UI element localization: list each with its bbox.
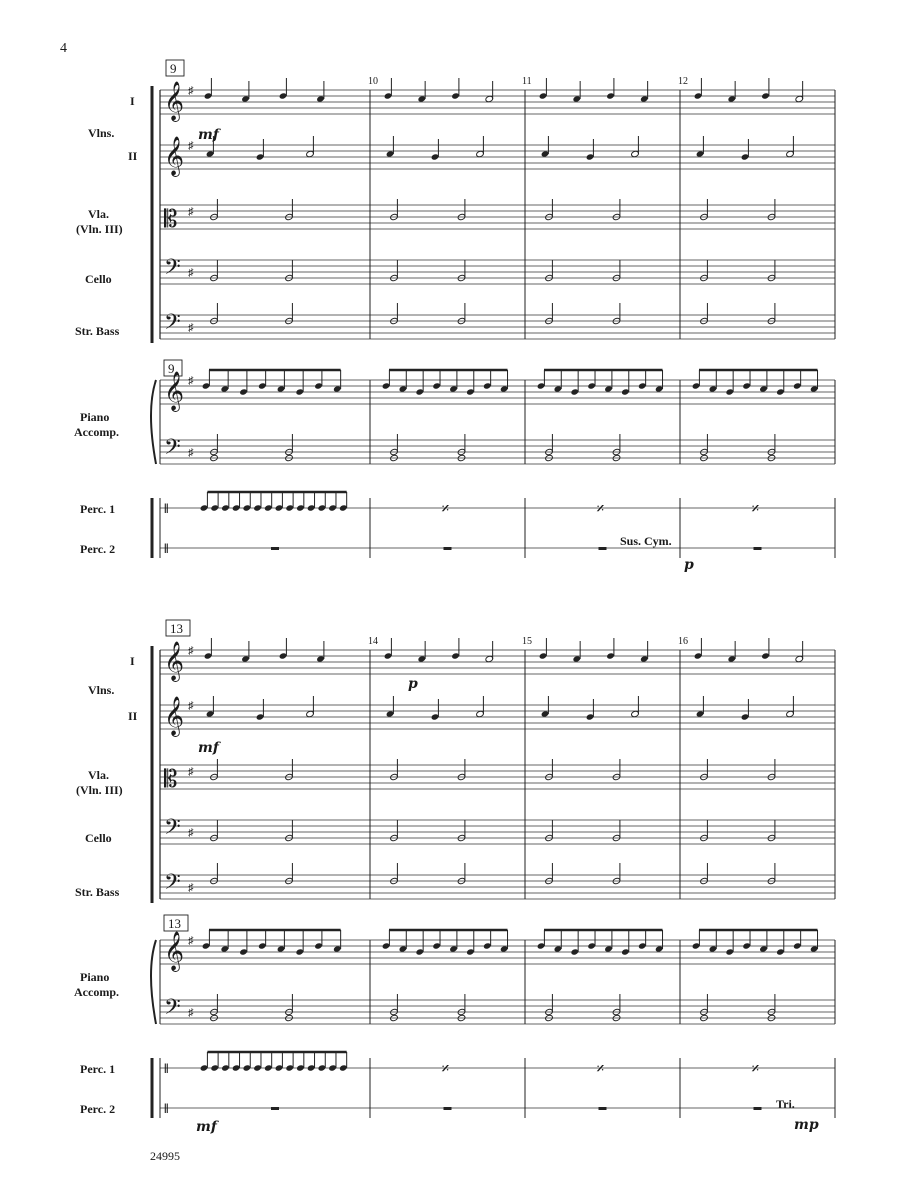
key-signature-sharp: ♯ — [188, 766, 194, 778]
percussion-clef: ‖ — [164, 502, 169, 517]
key-signature-sharp: ♯ — [188, 447, 194, 459]
instrument-label: Perc. 2 — [80, 1102, 116, 1116]
bass-clef: 𝄢 — [164, 815, 181, 844]
measure-repeat-sign: 𝄎 — [441, 1061, 450, 1078]
key-signature-sharp: ♯ — [188, 645, 194, 657]
treble-clef: 𝄞 — [164, 698, 185, 735]
bass-clef: 𝄢 — [164, 310, 181, 339]
bass-clef: 𝄢 — [164, 995, 181, 1024]
whole-rest — [444, 1107, 452, 1110]
instrument-label: Str. Bass — [75, 324, 120, 338]
bass-clef: 𝄢 — [164, 870, 181, 899]
instrument-label: (Vln. III) — [76, 783, 123, 797]
instrument-label: Perc. 1 — [80, 502, 116, 516]
dynamic-marking: mp — [794, 1117, 819, 1133]
key-signature-sharp: ♯ — [188, 700, 194, 712]
key-signature-sharp: ♯ — [188, 375, 194, 387]
staff-layer — [151, 78, 835, 1118]
key-signature-sharp: ♯ — [188, 1007, 194, 1019]
page-number: 4 — [60, 41, 67, 56]
key-signature-sharp: ♯ — [188, 882, 194, 894]
measure-repeat-sign: 𝄎 — [751, 501, 760, 518]
key-signature-sharp: ♯ — [188, 85, 194, 97]
catalog-number: 24995 — [150, 1149, 180, 1163]
instrument-label: Vlns. — [88, 683, 115, 697]
instrument-label: Accomp. — [74, 425, 119, 439]
whole-rest — [271, 1107, 279, 1110]
percussion-clef: ‖ — [164, 1062, 169, 1077]
instrument-label: Piano — [80, 410, 110, 424]
alto-clef: 𝄡 — [164, 207, 178, 233]
percussion-clef: ‖ — [164, 542, 169, 557]
measure-number: 12 — [678, 76, 688, 87]
bass-clef: 𝄢 — [164, 255, 181, 284]
instrument-label: Vlns. — [88, 126, 115, 140]
percussion-clef: ‖ — [164, 1102, 169, 1117]
whole-rest — [271, 547, 279, 550]
key-signature-sharp: ♯ — [188, 140, 194, 152]
key-signature-sharp: ♯ — [188, 206, 194, 218]
part-roman: I — [130, 654, 135, 668]
treble-clef: 𝄞 — [164, 643, 185, 680]
key-signature-sharp: ♯ — [188, 267, 194, 279]
key-signature-sharp: ♯ — [188, 935, 194, 947]
rehearsal-mark: 9 — [168, 361, 175, 376]
instrument-label: Perc. 2 — [80, 542, 116, 556]
whole-rest — [754, 1107, 762, 1110]
instrument-label: Cello — [85, 272, 112, 286]
rehearsal-mark: 13 — [170, 621, 183, 636]
part-roman: II — [128, 709, 138, 723]
piano-brace — [151, 380, 156, 464]
instrument-label: Piano — [80, 970, 110, 984]
measure-repeat-sign: 𝄎 — [441, 501, 450, 518]
dynamic-marking: p — [408, 676, 418, 692]
instrument-label: Accomp. — [74, 985, 119, 999]
bass-clef: 𝄢 — [164, 435, 181, 464]
whole-rest — [599, 547, 607, 550]
treble-clef: 𝄞 — [164, 933, 185, 970]
alto-clef: 𝄡 — [164, 767, 178, 793]
treble-clef: 𝄞 — [164, 83, 185, 120]
key-signature-sharp: ♯ — [188, 827, 194, 839]
measure-number: 10 — [368, 76, 378, 87]
dynamic-marking: p — [684, 557, 694, 573]
measure-repeat-sign: 𝄎 — [751, 1061, 760, 1078]
instrument-label: Cello — [85, 831, 112, 845]
rehearsal-mark: 13 — [168, 916, 181, 931]
key-signature-sharp: ♯ — [188, 322, 194, 334]
part-roman: II — [128, 149, 138, 163]
dynamic-marking: mf — [198, 740, 219, 756]
measure-repeat-sign: 𝄎 — [596, 1061, 605, 1078]
piano-brace — [151, 940, 156, 1024]
measure-number: 14 — [368, 636, 378, 647]
measure-number: 15 — [522, 636, 532, 647]
measure-number: 16 — [678, 636, 688, 647]
part-roman: I — [130, 94, 135, 108]
dynamic-marking: mf — [198, 127, 219, 143]
measure-number: 11 — [522, 76, 532, 87]
instrument-label: Vla. — [88, 207, 109, 221]
instrument-label: (Vln. III) — [76, 222, 123, 236]
annotation: Sus. Cym. — [620, 534, 672, 548]
treble-clef: 𝄞 — [164, 373, 185, 410]
dynamic-marking: mf — [196, 1119, 217, 1135]
measure-repeat-sign: 𝄎 — [596, 501, 605, 518]
instrument-label: Perc. 1 — [80, 1062, 116, 1076]
whole-rest — [444, 547, 452, 550]
instrument-label: Vla. — [88, 768, 109, 782]
whole-rest — [599, 1107, 607, 1110]
rehearsal-mark: 9 — [170, 61, 177, 76]
treble-clef: 𝄞 — [164, 138, 185, 175]
instrument-label: Str. Bass — [75, 885, 120, 899]
whole-rest — [754, 547, 762, 550]
annotation: Tri. — [776, 1097, 795, 1111]
